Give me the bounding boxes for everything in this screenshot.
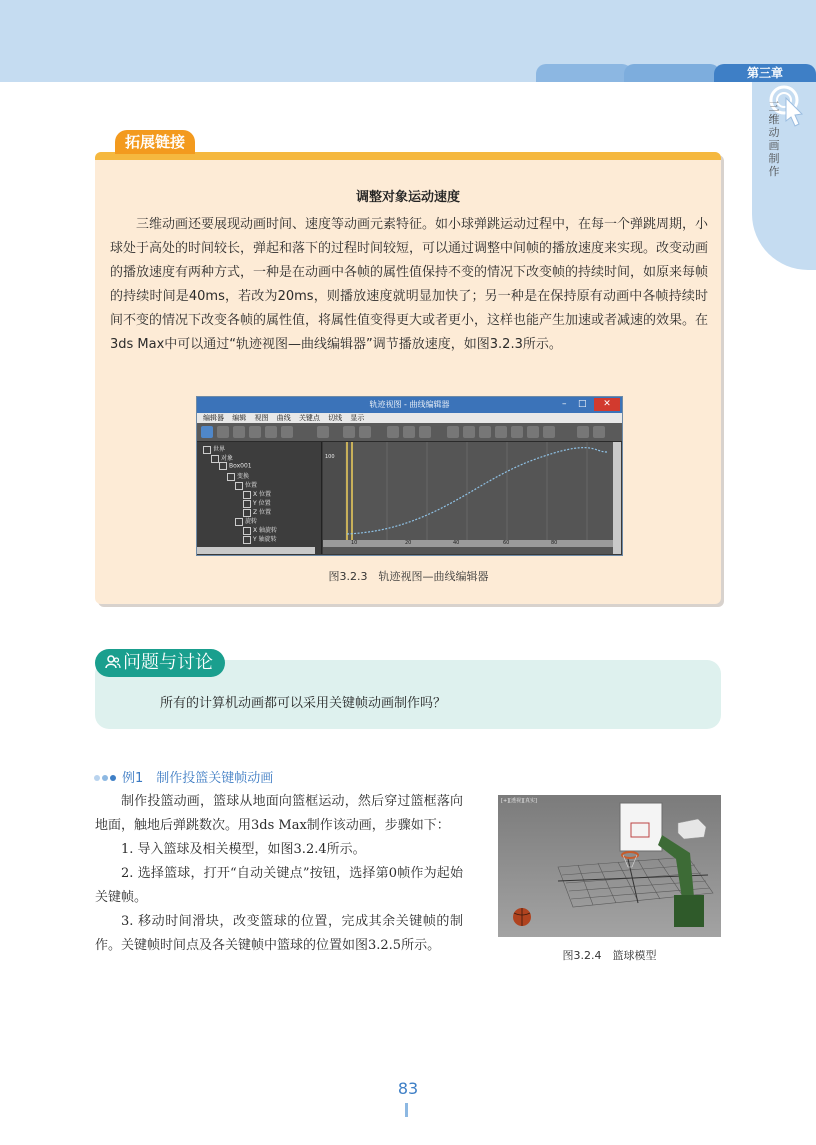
basketball-model-render xyxy=(498,795,721,937)
pan-hand-icon xyxy=(317,426,329,438)
figure-caption-3-2-4: 图3.2.4 篮球模型 xyxy=(562,949,657,962)
retime-icon xyxy=(265,426,277,438)
figure-caption-3-2-3: 图3.2.3 轨迹视图—曲线编辑器 xyxy=(328,570,489,583)
curve-editor-tree-pane xyxy=(197,442,322,554)
maximize-icon: □ xyxy=(578,399,587,409)
basketball-scene-svg xyxy=(498,795,721,937)
tangent-step-icon xyxy=(511,426,523,438)
side-tab-text: 三维动画制作 xyxy=(768,100,780,178)
example-step: 3. 移动时间滑块，改变篮球的位置，完成其余关键帧的制作。关键帧时间点及各关键帧中篮球的位置如图3.2.5所示。 xyxy=(95,914,463,953)
example-body xyxy=(95,790,463,958)
discussion-label xyxy=(95,649,225,677)
menu-item-keys: 关键点 xyxy=(298,414,320,422)
tangent-auto-icon xyxy=(447,426,459,438)
example-step: 1. 导入篮球及相关模型，如图3.2.4所示。 xyxy=(121,842,366,857)
chapter-tab: 第三章 xyxy=(714,64,816,82)
menu-item-view: 视图 xyxy=(254,414,269,422)
example-heading xyxy=(94,767,273,786)
bullet-dot-icon xyxy=(110,775,116,781)
tangent-linear-icon xyxy=(527,426,539,438)
tree-item-rotation: 旋转 xyxy=(235,516,257,526)
tree-item-x-position: X 位置 xyxy=(243,489,271,499)
header-tab-1 xyxy=(536,64,632,82)
menu-item-curves: 曲线 xyxy=(276,414,291,422)
curve-editor-graph xyxy=(323,442,621,554)
curve-graph-svg xyxy=(323,442,613,547)
curve-axis-value: 100 xyxy=(325,454,335,460)
tangent-fast-icon xyxy=(479,426,491,438)
tree-item-z-position: Z 位置 xyxy=(243,507,271,517)
discussion-label-text: 问题与讨论 xyxy=(123,652,213,673)
zoom-region-icon xyxy=(403,426,415,438)
tree-item-world: 世界 xyxy=(203,444,225,454)
isolate-curve-icon xyxy=(419,426,431,438)
menu-item-tangents: 切线 xyxy=(328,414,343,422)
curve-editor-screenshot xyxy=(196,396,623,556)
curve-editor-title: 轨迹视图 - 曲线编辑器 xyxy=(369,400,450,409)
tree-item-y-rotation: Y 轴旋转 xyxy=(243,534,277,544)
unify-tangents-icon xyxy=(593,426,605,438)
example-heading-text: 例1 制作投篮关键帧动画 xyxy=(122,771,274,786)
page-number-marker xyxy=(405,1103,408,1117)
header-tab-2 xyxy=(624,64,720,82)
discussion-question: 所有的计算机动画都可以采用关键帧动画制作吗？ xyxy=(160,696,447,711)
tangent-spline-icon xyxy=(463,426,475,438)
expand-link-title: 调整对象运动速度 xyxy=(355,190,460,205)
tangent-slow-icon xyxy=(495,426,507,438)
expand-link-label: 拓展链接 xyxy=(115,130,195,154)
tangent-smooth-icon xyxy=(543,426,555,438)
time-tick-label: 40 xyxy=(453,540,460,546)
frame-horizontal-icon xyxy=(343,426,355,438)
menu-item-edit: 编辑 xyxy=(232,414,247,422)
expand-link-paragraph: 三维动画还要展现动画时间、速度等动画元素特征。如小球弹跳运动过程中，在每一个弹跳周期，小球处于高处的时间较长，弹起和落下的过程时间较短，可以通过调整中间帧的播放速度来实现。改变动画的播放速度有两种方式，一种是在动画中各帧的属性值保持不变的情况下改变帧的持续时间，如原来每帧的持续时间是40ms，若改为20ms，则播放速度就明显加快了；另一种是在保持原有动画中各帧持续时间不变的情况下改变各帧的属性值，将属性值变得更大或者更小，这样也能产生加速或者减速的效果。在3ds Max中可以通过“轨迹视图—曲线编辑器”调节播放速度，如图3.2.3所示。 xyxy=(110,217,709,352)
time-tick-label: 80 xyxy=(551,540,558,546)
example-step: 2. 选择篮球，打开“自动关键点”按钮，选择第0帧作为起始关键帧。 xyxy=(95,866,463,905)
draw-curves-icon xyxy=(217,426,229,438)
bullet-dot-icon xyxy=(102,775,108,781)
region-tool-icon xyxy=(249,426,261,438)
time-tick-label: 60 xyxy=(503,540,510,546)
time-tick-label: 20 xyxy=(405,540,412,546)
tree-item-box001: Box001 xyxy=(219,462,252,470)
tree-item-x-rotation: X 轴旋转 xyxy=(243,525,277,535)
viewport-label: [+][透视][真实] xyxy=(501,798,537,804)
curve-editor-title-bar xyxy=(197,397,622,413)
example-paragraph: 制作投篮动画，篮球从地面向篮框运动，然后穿过篮框落向地面，触地后弹跳数次。用3ds Max制作该动画，步骤如下： xyxy=(95,794,463,833)
page-number: 83 xyxy=(397,1079,419,1098)
insert-key-icon xyxy=(233,426,245,438)
bullet-dot-icon xyxy=(94,775,100,781)
menu-item-editor: 编辑器 xyxy=(203,414,224,422)
tree-item-y-position: Y 位置 xyxy=(243,498,271,508)
graph-scrollbar-vertical xyxy=(613,442,621,554)
snap-icon xyxy=(281,426,293,438)
tree-scrollbar-horizontal xyxy=(197,547,315,554)
tree-item-position: 位置 xyxy=(235,480,257,490)
zoom-icon xyxy=(387,426,399,438)
menu-item-show: 显示 xyxy=(350,414,365,422)
frame-value-icon xyxy=(359,426,371,438)
close-icon: ✕ xyxy=(594,398,620,411)
time-tick-label: 10 xyxy=(351,540,358,546)
users-icon xyxy=(105,654,121,670)
curve-editor-toolbar xyxy=(197,423,622,442)
tree-item-transform: 变换 xyxy=(227,471,249,481)
break-tangents-icon xyxy=(577,426,589,438)
minimize-icon: – xyxy=(562,399,567,409)
curve-editor-menu-bar xyxy=(197,413,622,423)
tree-item-objects: 对象 xyxy=(211,453,233,463)
move-keys-icon xyxy=(201,426,213,438)
